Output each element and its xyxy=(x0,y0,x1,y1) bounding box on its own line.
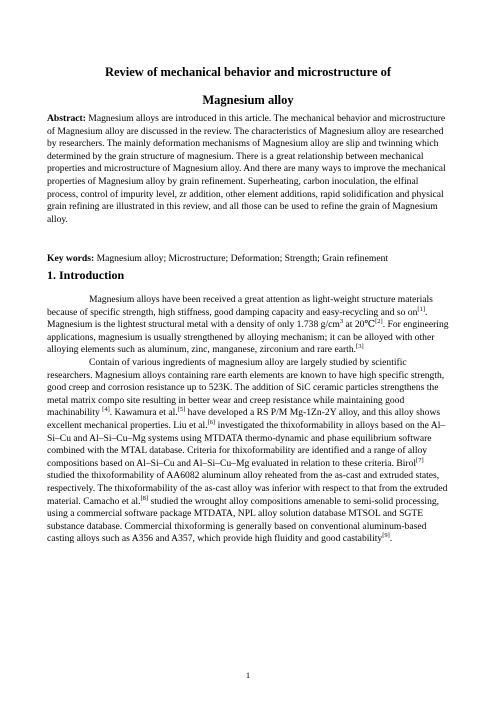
citation-ref: [4] xyxy=(102,406,110,414)
paper-title-line-2: Magnesium alloy xyxy=(202,93,294,107)
paper-title-line-1: Review of mechanical behavior and microstructure of xyxy=(104,65,392,79)
text-run: . Kawamura et al. xyxy=(109,407,178,419)
text-run: have developed a RS P/M Mg-1Zn-2Y alloy, and this alloy shows excellent mechanical properties. Liu et al. xyxy=(47,407,441,431)
citation-ref: [7] xyxy=(416,456,424,464)
text-run: Magnesium alloys have been received a great attention as light-weight structure materials because of specific strength, high stiffness, good damping capacity and easy-recycling and so on xyxy=(47,294,433,318)
citation-ref: [1] xyxy=(417,305,425,313)
paragraph-1 xyxy=(47,294,449,357)
introduction-body xyxy=(47,294,449,546)
superscript: 3 xyxy=(339,318,344,325)
abstract-label: Abstract: xyxy=(47,113,86,124)
text-run: at 20℃ xyxy=(343,319,376,331)
abstract-text: Magnesium alloys are introduced in this article. The mechanical behavior and microstructure of Magnesium alloy are discussed in the review. The characteristics of Magnesium alloy are researched by researchers. The mainly deformation mechanisms of Magnesium alloy are slip and twinning which determined by the grain structure of magnesium. There is a great relationship between mechanical properties and microstructure of Magnesium alloy. And there are many ways to improve the mechanical properties of Magnesium alloy by grain refinement. Superheating, carbon inoculation, the elfinal process, control of impurity level, zr addition, other element additions, rapid solidification and physical grain refining are illustrated in this review, and all those can be used to refine the grain of Magnesium alloy. xyxy=(47,113,446,225)
text-run: . xyxy=(389,533,393,545)
page-number: 1 xyxy=(245,670,251,680)
text-run: . For engineering applications, magnesium is usually strengthened by alloying mechanism; it can be alloyed with other alloying elements such as aluminum, zinc, manganese, zirconium and rare earth. xyxy=(47,319,449,356)
paragraph-2 xyxy=(47,357,449,546)
text-run: . Magnesium is the lightest structural metal with a density of only 1.738 g/cm xyxy=(47,306,428,331)
citation-ref: [3] xyxy=(356,343,364,351)
text-run: Contain of various ingredients of magnesium alloy are largely studied by scientific researchers. Magnesium alloys containing rare earth elements are known to have high specific strength, good creep and corrosion resistance up to 523K. The addition of SiC ceramic particles strengthens the metal matrix compo site resulting in better wear and creep resistance while maintaining good machinability xyxy=(47,356,445,419)
citation-ref: [2] xyxy=(375,318,383,325)
keywords xyxy=(47,253,457,266)
citation-ref: [5] xyxy=(177,406,186,414)
section-heading-introduction: 1. Introduction xyxy=(47,268,125,282)
text-run: studied the thixoformability of AA6082 aluminum alloy reheated from the as-cast and extruded states, respectively. The thixoformability of the as-cast alloy was inferior with respect to that from the extruded material. Camacho et al. xyxy=(47,470,448,507)
citation-ref: [9] xyxy=(382,532,390,540)
citation-ref: [6] xyxy=(207,418,216,426)
citation-ref: [8] xyxy=(140,494,149,502)
text-run: investigated the thixoformability in alloys based on the Al–Si–Cu and Al–Si–Cu–Mg systems using MTDATA thermo-dynamic and phase equilibrium software combined with the MTAL database. Criteria for thixoformability are identified and a range of alloy compositions based on Al–Si–Cu and Al–Si–Cu–Mg evaluated in relation to these criteria. Birol xyxy=(47,419,446,469)
keywords-label: Key words: xyxy=(47,253,95,264)
abstract xyxy=(47,113,449,226)
text-run: studied the wrought alloy compositions amenable to semi-solid processing, using a commercial software package MTDATA, NPL alloy solution database MTSOL and SGTE substance database. Commercial thixoforming is generally based on conventional aluminum-based casting alloys such as A356 and A357, which provide high fluidity and good castability xyxy=(47,495,440,545)
keywords-text: Magnesium alloy; Microstructure; Deformation; Strength; Grain refinement xyxy=(94,253,389,264)
